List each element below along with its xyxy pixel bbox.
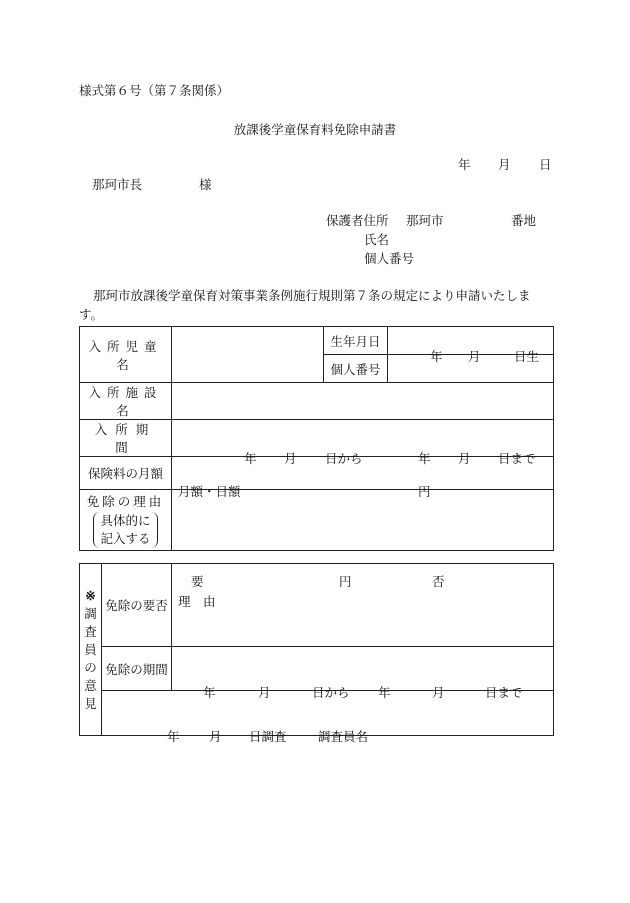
date-month: 月: [498, 157, 511, 172]
reason-note-line-2: 記入する: [100, 531, 151, 546]
reason-note: [93, 512, 157, 548]
need-yen: 円: [339, 574, 352, 589]
side-char-1: 調: [84, 605, 97, 621]
facility-field[interactable]: [172, 383, 554, 420]
guardian-id-label: 個人番号: [364, 251, 415, 266]
reason-label: 免除の理由: [86, 494, 165, 509]
fee-row: [80, 457, 554, 490]
child-name-label: 入所児童名: [80, 327, 172, 383]
period-start-month: 月: [284, 451, 297, 466]
period-row: [80, 420, 554, 457]
period-field[interactable]: [172, 420, 554, 466]
application-table: [79, 326, 554, 551]
addressee-honorific: 様: [199, 177, 212, 192]
need-reason-label: 理 由: [178, 594, 216, 609]
surveyor-side-label: [80, 564, 102, 736]
period-end-year: 年: [418, 451, 431, 466]
birth-year-unit: 年: [430, 348, 443, 364]
reason-label-cell: [80, 490, 172, 551]
guardian-address-suffix: 番地: [511, 213, 537, 228]
note-mark: ※: [85, 587, 96, 603]
fee-label: 保険料の月額: [80, 457, 172, 490]
exemption-period-row: [80, 647, 554, 691]
period-start-year: 年: [244, 451, 257, 466]
period-end-day: 日まで: [498, 451, 536, 466]
birth-date-field[interactable]: [388, 327, 554, 364]
application-statement: 那珂市放課後学童保育対策事業条例施行規則第７条の規定により申請いたします。: [79, 288, 531, 322]
exemption-period-label: 免除の期間: [102, 647, 172, 691]
exemption-need-label: 免除の要否: [102, 564, 172, 647]
side-char-3: 員: [84, 641, 97, 657]
need-no: 否: [432, 574, 445, 589]
document-title: 放課後学童保育料免除申請書: [233, 122, 397, 137]
period-label: 入所期間: [80, 420, 172, 457]
addressee-mayor: 那珂市長: [92, 177, 143, 192]
exempt-end-year: 年: [378, 684, 391, 700]
side-char-2: 査: [84, 623, 97, 639]
date-day: 日: [539, 157, 552, 172]
child-id-label: 個人番号: [324, 355, 388, 383]
exempt-start-day: 日から: [312, 684, 350, 700]
side-char-6: 見: [84, 695, 97, 711]
exempt-start-year: 年: [203, 684, 216, 700]
survey-year: 年: [167, 729, 180, 744]
need-yes: 要: [191, 574, 204, 589]
birth-date-label: 生年月日: [324, 327, 388, 355]
form-number: 様式第６号（第７条関係）: [79, 83, 230, 98]
side-char-5: 意: [84, 677, 97, 693]
exemption-need-field[interactable]: [172, 564, 554, 647]
exemption-period-field[interactable]: [172, 647, 554, 700]
fee-unit: 円: [418, 484, 431, 499]
exempt-end-day: 日まで: [485, 684, 523, 700]
need-row: [80, 564, 554, 647]
birth-month-unit: 月: [468, 348, 481, 364]
reason-row: [80, 490, 554, 551]
exempt-start-month: 月: [258, 684, 271, 700]
date-year: 年: [458, 157, 471, 172]
survey-day: 日調査: [249, 729, 287, 744]
child-name-field[interactable]: [172, 327, 324, 383]
reason-note-line-1: 具体的に: [100, 513, 151, 528]
survey-month: 月: [209, 729, 222, 744]
surveyor-table: [79, 563, 554, 744]
guardian-address-city: 那珂市: [406, 213, 444, 228]
child-row: [80, 327, 554, 355]
guardian-address-label: 保護者住所: [326, 213, 389, 228]
side-char-4: の: [84, 659, 97, 675]
fee-value-label: 月額・日額: [178, 484, 241, 499]
exempt-end-month: 月: [432, 684, 445, 700]
birth-day-unit: 日生: [514, 348, 540, 364]
period-start-day: 日から: [325, 451, 363, 466]
guardian-name-label: 氏名: [364, 232, 390, 247]
facility-row: [80, 383, 554, 420]
period-end-month: 月: [458, 451, 471, 466]
surveyor-name-label: 調査員名: [318, 729, 369, 744]
facility-label: 入所施設名: [80, 383, 172, 420]
